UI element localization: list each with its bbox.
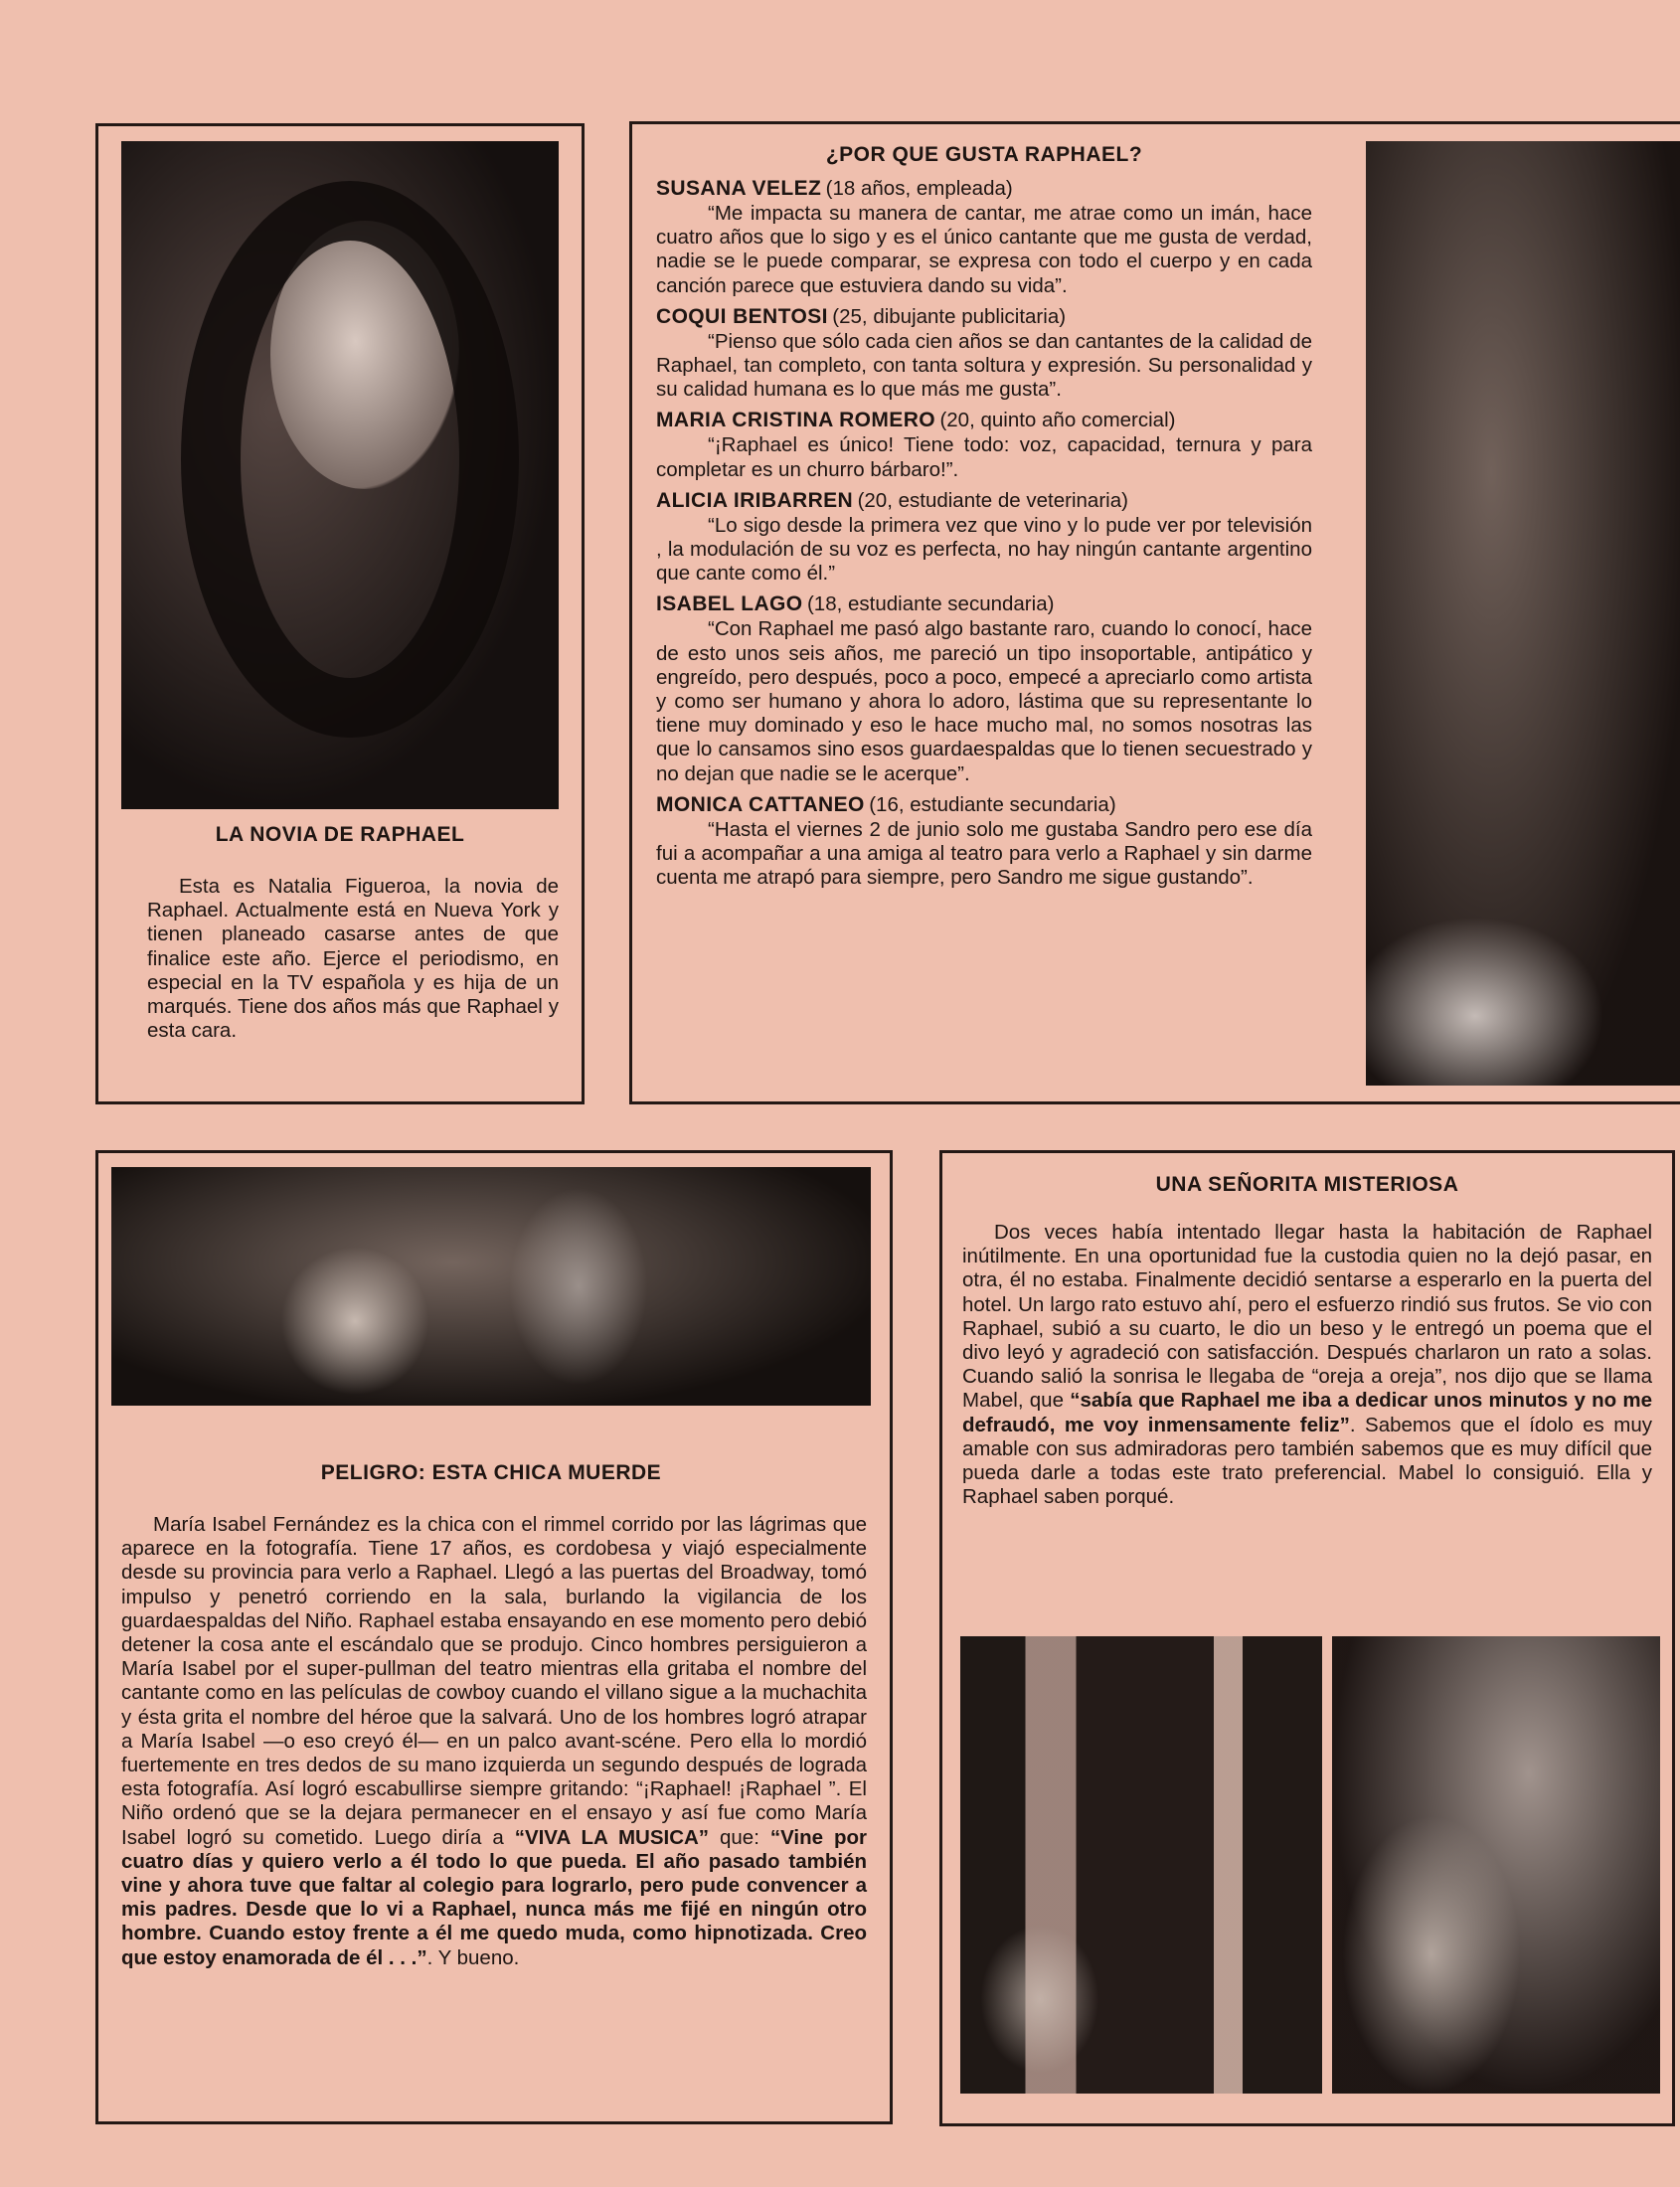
heading-peligro: PELIGRO: ESTA CHICA MUERDE (320, 1461, 662, 1484)
respondent-meta: (18, estudiante secundaria) (806, 592, 1055, 616)
text-peligro-body: María Isabel Fernández es la chica con el rimmel corrido por las lágrimas que aparece en la fotografía. Tiene 17 años, es cordobesa y viajó especialmente desde su provincia para verlo a Raphael. Llegó a las puertas del Broadway, tomó impulso y penetró corriendo en la sala, burlando la vigilancia de los guardaespaldas del Niño. Raphael estaba ensayando en ese momento pero debió detener la cosa ante el escándalo que se produjo. Cinco hombres persiguieron a María Isabel por el super-pullman del teatro mientras ella gritaba el nombre del cantante como en las películas de cowboy cuando el villano sigue a la muchachita y ésta grita el nombre del héroe que la salvará. Uno de los hombres logró atrapar a María Isabel —o eso creyó él— en un palco avant-scéne. Pero ella lo mordió fuertemente en tres dedos de su mano izquierda un segundo después de lograda esta fotografía. Así logró escabullirse siempre gritando: “¡Raphael! ¡Raphael ”. El Niño ordenó que se la dejara permanecer en el ensayo y así fue como María Isabel logró su cometido. Luego diría a (121, 1513, 867, 1849)
respondent-quote: “Con Raphael me pasó algo bastante raro, cuando lo conocí, hace de esto unos seis años, me pareció un tipo insoportable, antipático y engreído, pero después, poco a poco, empecé a apreciarlo como artista y como ser humano y ahora lo adoro, lástima que su representante lo tiene muy dominado y eso le hace mucho mal, no somos nosotras las que lo cansamos sino esos guardaespaldas que lo tienen secuestrado y no dejan que nadie se le acerque”. (656, 617, 1312, 785)
photo-girl-back-shape (1342, 1815, 1521, 2094)
text-peligro-mid: que: (709, 1825, 770, 1849)
response-item (656, 592, 1312, 785)
text-la-novia: Esta es Natalia Figueroa, la novia de Raphael. Actualmente está en Nueva York y tienen planeado casarse antes de que finalice este año. Ejerce el periodismo, en especial en la TV española y es hija de un marqués. Tiene dos años más que Raphael y esta cara. (147, 875, 559, 1043)
response-item (656, 489, 1312, 587)
photo-raphael-kneeling-crowd (1366, 141, 1680, 1086)
respondent-quote: “Me impacta su manera de cantar, me atrae como un imán, hace cuatro años que lo sigo y es el único cantante que me gusta de verdad, nadie se le puede comparar, se expresa con todo el cuerpo y en cada canción parece que estuviera dando su vida”. (656, 202, 1312, 297)
responses-list (656, 177, 1312, 897)
respondent-meta: (16, estudiante secundaria) (869, 792, 1116, 816)
text-senorita-misteriosa (962, 1221, 1652, 1509)
photo-hotel-door (960, 1636, 1322, 2094)
respondent-quote: “Lo sigo desde la primera vez que vino y lo pude ver por televisión , la modulación de su voz es perfecta, no hay ningún cantante argentino que cante como él.” (656, 513, 1312, 586)
response-item (656, 793, 1312, 891)
quote-mabel: “sabía que Raphael me iba a dedicar unos minutos y no me defraudó, me voy inmensamente feliz” (962, 1389, 1653, 1436)
heading-por-que-gusta: ¿POR QUE GUSTA RAPHAEL? (825, 143, 1143, 166)
magazine-name: “VIVA LA MUSICA” (514, 1825, 710, 1849)
respondent-quote: “Hasta el viernes 2 de junio solo me gustaba Sandro pero ese día fui a acompañar a una amiga al teatro para verlo a Raphael y sin darme cuenta me atrapó para siempre, pero Sandro me sigue gustando”. (656, 817, 1312, 890)
photo-natalia-figueroa (121, 141, 559, 809)
text-peligro (121, 1513, 867, 1970)
response-item (656, 177, 1312, 298)
photo-maria-isabel-palco (111, 1167, 871, 1406)
respondent-meta: (20, estudiante de veterinaria) (857, 488, 1128, 512)
respondent-name: COQUI BENTOSI (656, 304, 828, 328)
respondent-name: SUSANA VELEZ (656, 177, 822, 200)
respondent-name: MARIA CRISTINA ROMERO (656, 409, 935, 432)
heading-la-novia: LA NOVIA DE RAPHAEL (215, 823, 465, 846)
photo-flowers-shape (1366, 917, 1604, 1086)
respondent-quote: “Pienso que sólo cada cien años se dan cantantes de la calidad de Raphael, tan completo, con tanta soltura y expresión. Su personalidad y su calidad humana es lo que más me gusta”. (656, 329, 1312, 402)
respondent-meta: (20, quinto año comercial) (939, 409, 1176, 432)
text-peligro-tail: . Y bueno. (426, 1945, 520, 1969)
photo-man-shape (509, 1187, 648, 1386)
heading-senorita-misteriosa: UNA SEÑORITA MISTERIOSA (1155, 1173, 1459, 1196)
respondent-meta: (25, dibujante publicitaria) (832, 304, 1067, 328)
respondent-name: ALICIA IRIBARREN (656, 488, 854, 512)
respondent-name: ISABEL LAGO (656, 592, 803, 616)
quote-maria-isabel: “Vine por cuatro días y quiero verlo a él todo lo que pueda. El año pasado también vine y ahora tuve que faltar al colegio para lograrlo, pero pude convencer a mis padres. Desde que lo vi a Raphael, nunca más me fijé en ningún otro hombre. Cuando estoy frente a él me quedo muda, como hipnotizada. Creo que estoy enamorada de él . . .” (121, 1825, 867, 1969)
photo-hair-shape (181, 181, 519, 738)
text-senorita-tail: . Sabemos que el ídolo es muy amable con sus admiradoras pero también sabemos que es muy difícil que pueda darle a todas este trato preferencial. Mabel lo consiguió. Ella y Raphael saben porqué. (962, 1413, 1652, 1509)
photo-seated-girl-shape (980, 1925, 1099, 2074)
photo-girl-shape (280, 1247, 429, 1396)
respondent-name: MONICA CATTANEO (656, 792, 865, 816)
photo-raphael-with-mabel (1332, 1636, 1660, 2094)
response-item (656, 409, 1312, 481)
respondent-meta: (18 años, empleada) (825, 177, 1013, 200)
respondent-quote: “¡Raphael es único! Tiene todo: voz, capacidad, ternura y para completar es un churro bárbaro!”. (656, 433, 1312, 481)
text-senorita-body: Dos veces había intentado llegar hasta la habitación de Raphael inútilmente. En una oportunidad fue la custodia quien no la dejó pasar, en otra, él no estaba. Finalmente decidió sentarse a esperarlo en la puerta del hotel. Un largo rato estuvo ahí, pero el esfuerzo rindió sus frutos. Se vio con Raphael, subió a su cuarto, le dio un beso y le entregó un poema que el divo leyó y agradeció con satisfacción. Después charlaron un rato a solas. Cuando salió la sonrisa le llegaba de “oreja a oreja”, nos dijo que se llama Mabel, que (962, 1221, 1652, 1413)
response-item (656, 305, 1312, 403)
